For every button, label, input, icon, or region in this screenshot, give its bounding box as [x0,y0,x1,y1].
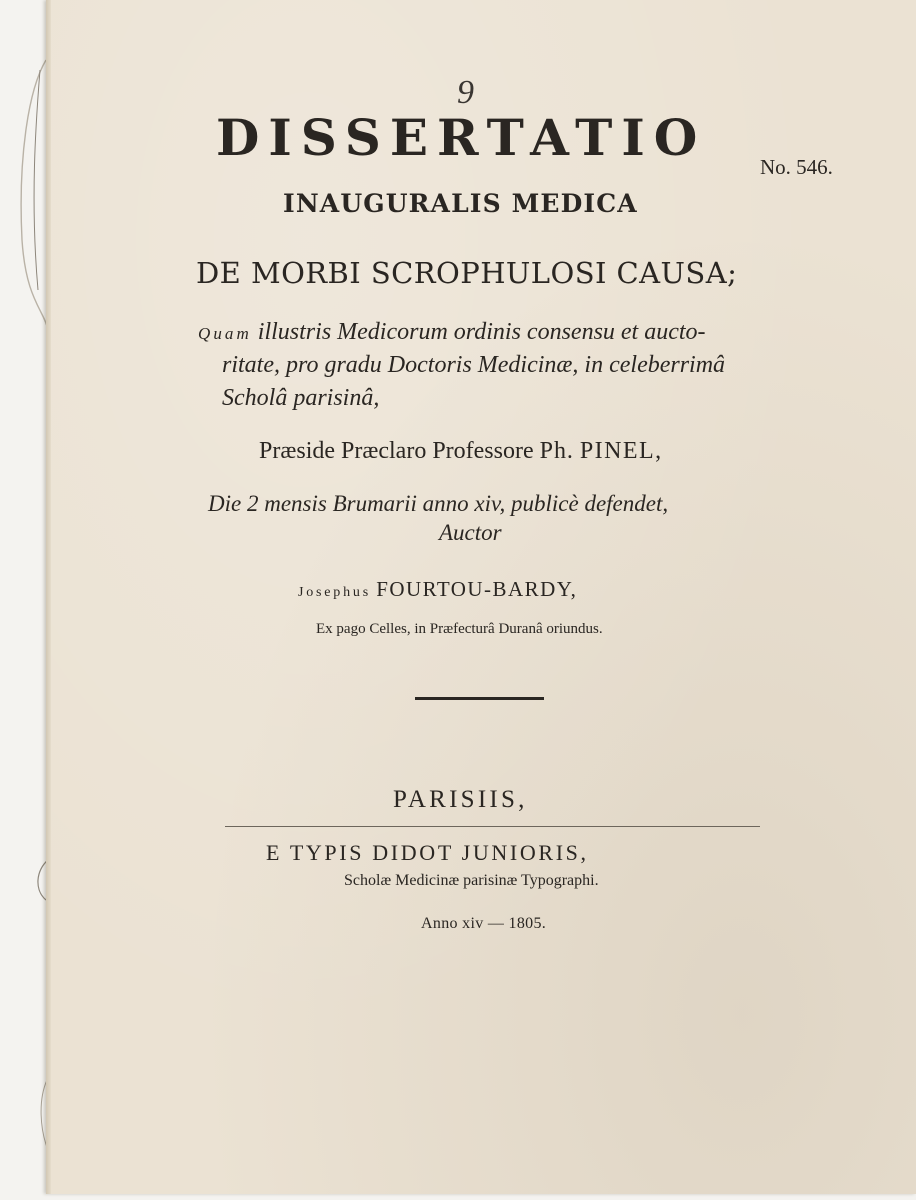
author-line [298,577,577,602]
praeside-name: PINEL, [579,438,663,464]
praeside-line [259,438,663,465]
title: DISSERTATIO [216,108,707,167]
praeside-text: Præside Præclaro Professore [259,438,534,464]
intro-line-2: ritate, pro gradu Doctoris Medicinæ, in celeberrimâ [222,352,726,378]
city-line: PARISIIS, [393,786,528,813]
printer-line: E TYPIS DIDOT JUNIORIS, [266,840,589,865]
praeside-name-prefix: Ph. [539,438,574,464]
subtitle: INAUGURALIS MEDICA [283,189,638,218]
ornamental-rule [415,697,544,700]
intro-line-1 [198,319,706,346]
imprint-rule [225,826,760,827]
origin-line: Ex pago Celles, in Præfecturâ Duranâ oriundus. [316,621,603,637]
handwritten-mark: 9 [457,74,474,111]
defense-line: Die 2 mensis Brumarii anno xiv, publicè defendet, [208,491,669,516]
year-line: Anno xiv — 1805. [421,915,547,932]
printer-role-line: Scholæ Medicinæ parisinæ Typographi. [344,872,599,889]
author-last-name: FOURTOU-BARDY, [376,577,578,601]
intro-line-1-text: illustris Medicorum ordinis consensu et aucto- [257,319,706,345]
catalog-number: No. 546. [760,155,833,179]
intro-line-3: Scholâ parisinâ, [222,385,380,411]
paper-edge [46,0,51,1194]
topic-heading: DE MORBI SCROPHULOSI CAUSA; [196,256,738,290]
auctor-line: Auctor [439,520,502,545]
intro-lead: Quam [198,324,252,343]
author-first-name: Josephus [298,585,371,600]
